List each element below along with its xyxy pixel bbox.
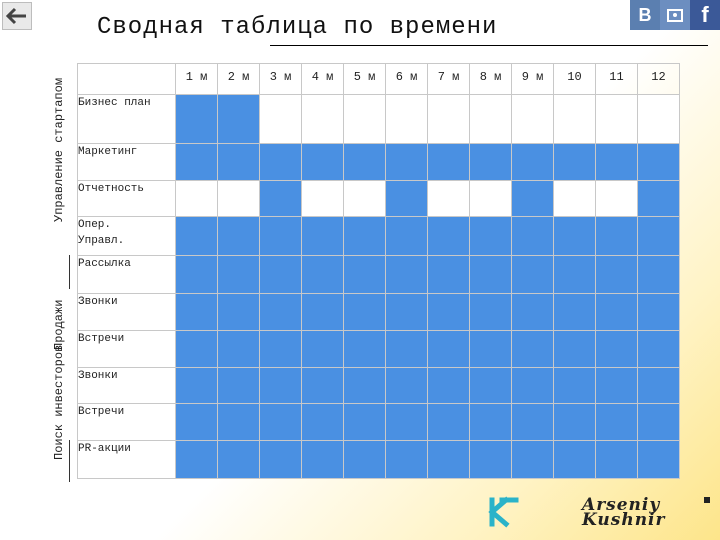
filled-cell	[554, 217, 596, 256]
filled-cell	[260, 294, 302, 331]
filled-cell	[596, 441, 638, 479]
column-header: 2 м	[218, 64, 260, 95]
page-title: Сводная таблица по времени	[97, 14, 498, 41]
filled-cell	[302, 331, 344, 368]
section-divider	[69, 440, 70, 482]
empty-cell	[470, 181, 512, 217]
filled-cell	[470, 217, 512, 256]
filled-cell	[218, 294, 260, 331]
row-label: Бизнес план	[78, 95, 176, 144]
row-label: Встречи	[78, 331, 176, 368]
empty-cell	[344, 181, 386, 217]
table-row	[78, 331, 680, 368]
filled-cell	[218, 404, 260, 441]
filled-cell	[554, 331, 596, 368]
row-label: Маркетинг	[78, 144, 176, 181]
back-button[interactable]	[2, 2, 32, 30]
odnoklassniki-icon[interactable]	[660, 0, 690, 30]
filled-cell	[428, 368, 470, 404]
filled-cell	[344, 294, 386, 331]
filled-cell	[428, 217, 470, 256]
empty-cell	[428, 181, 470, 217]
filled-cell	[428, 144, 470, 181]
filled-cell	[386, 256, 428, 294]
row-label: Встречи	[78, 404, 176, 441]
table-row	[78, 144, 680, 181]
filled-cell	[512, 368, 554, 404]
filled-cell	[260, 404, 302, 441]
table-row	[78, 181, 680, 217]
filled-cell	[638, 368, 680, 404]
filled-cell	[176, 256, 218, 294]
empty-cell	[596, 181, 638, 217]
header-row	[78, 64, 680, 95]
logo-line-2: Kushnir	[582, 510, 666, 530]
row-label: Звонки	[78, 294, 176, 331]
empty-cell	[302, 181, 344, 217]
filled-cell	[386, 217, 428, 256]
schedule-table	[77, 63, 680, 479]
table-row	[78, 95, 680, 144]
filled-cell	[596, 331, 638, 368]
filled-cell	[638, 331, 680, 368]
filled-cell	[638, 441, 680, 479]
filled-cell	[344, 368, 386, 404]
table-row	[78, 368, 680, 404]
filled-cell	[260, 181, 302, 217]
title-underline	[270, 45, 708, 46]
filled-cell	[218, 368, 260, 404]
filled-cell	[512, 294, 554, 331]
filled-cell	[386, 294, 428, 331]
logo-line-1: Arseniy	[582, 495, 661, 515]
column-header: 7 м	[428, 64, 470, 95]
filled-cell	[554, 144, 596, 181]
filled-cell	[176, 404, 218, 441]
filled-cell	[344, 144, 386, 181]
empty-cell	[386, 95, 428, 144]
filled-cell	[386, 404, 428, 441]
empty-cell	[554, 95, 596, 144]
filled-cell	[596, 294, 638, 331]
column-header: 10	[554, 64, 596, 95]
empty-cell	[218, 181, 260, 217]
filled-cell	[470, 331, 512, 368]
filled-cell	[638, 256, 680, 294]
filled-cell	[260, 256, 302, 294]
facebook-icon[interactable]: f	[690, 0, 720, 30]
filled-cell	[260, 144, 302, 181]
filled-cell	[596, 217, 638, 256]
filled-cell	[428, 256, 470, 294]
row-label: Звонки	[78, 368, 176, 404]
filled-cell	[470, 368, 512, 404]
filled-cell	[302, 256, 344, 294]
empty-cell	[428, 95, 470, 144]
filled-cell	[638, 217, 680, 256]
vk-icon[interactable]: В	[630, 0, 660, 30]
filled-cell	[512, 256, 554, 294]
table-row	[78, 404, 680, 441]
side-label-investors: Поиск инвесторов	[52, 344, 66, 460]
column-header: 11	[596, 64, 638, 95]
filled-cell	[302, 368, 344, 404]
column-header: 8 м	[470, 64, 512, 95]
corner-header	[78, 64, 176, 95]
filled-cell	[470, 404, 512, 441]
filled-cell	[176, 441, 218, 479]
filled-cell	[428, 294, 470, 331]
table-row	[78, 294, 680, 331]
brand-logo	[582, 495, 666, 530]
logo-dot	[704, 497, 710, 503]
filled-cell	[470, 144, 512, 181]
filled-cell	[302, 144, 344, 181]
filled-cell	[470, 256, 512, 294]
filled-cell	[260, 368, 302, 404]
row-label: PR-акции	[78, 441, 176, 479]
side-label-management: Управление стартапом	[52, 77, 66, 222]
filled-cell	[176, 217, 218, 256]
empty-cell	[260, 95, 302, 144]
column-header: 9 м	[512, 64, 554, 95]
filled-cell	[512, 404, 554, 441]
filled-cell	[386, 144, 428, 181]
filled-cell	[596, 404, 638, 441]
filled-cell	[554, 404, 596, 441]
column-header: 5 м	[344, 64, 386, 95]
filled-cell	[344, 441, 386, 479]
filled-cell	[554, 256, 596, 294]
filled-cell	[218, 331, 260, 368]
filled-cell	[176, 95, 218, 144]
filled-cell	[596, 256, 638, 294]
filled-cell	[176, 368, 218, 404]
filled-cell	[428, 331, 470, 368]
filled-cell	[218, 95, 260, 144]
filled-cell	[428, 404, 470, 441]
row-label: Рассылка	[78, 256, 176, 294]
filled-cell	[596, 144, 638, 181]
filled-cell	[344, 404, 386, 441]
empty-cell	[302, 95, 344, 144]
filled-cell	[218, 441, 260, 479]
filled-cell	[386, 181, 428, 217]
column-header: 1 м	[176, 64, 218, 95]
filled-cell	[470, 441, 512, 479]
filled-cell	[260, 217, 302, 256]
filled-cell	[512, 181, 554, 217]
filled-cell	[512, 331, 554, 368]
row-label: Опер. Управл.	[78, 217, 176, 256]
filled-cell	[386, 441, 428, 479]
filled-cell	[638, 404, 680, 441]
table-row	[78, 217, 680, 256]
column-header: 4 м	[302, 64, 344, 95]
table-row	[78, 256, 680, 294]
column-header: 12	[638, 64, 680, 95]
filled-cell	[470, 294, 512, 331]
filled-cell	[260, 331, 302, 368]
back-arrow-icon	[6, 7, 28, 25]
column-header: 3 м	[260, 64, 302, 95]
empty-cell	[554, 181, 596, 217]
filled-cell	[176, 144, 218, 181]
filled-cell	[512, 441, 554, 479]
filled-cell	[638, 181, 680, 217]
filled-cell	[638, 144, 680, 181]
filled-cell	[218, 256, 260, 294]
column-header: 6 м	[386, 64, 428, 95]
filled-cell	[344, 217, 386, 256]
filled-cell	[260, 441, 302, 479]
filled-cell	[638, 294, 680, 331]
filled-cell	[302, 404, 344, 441]
empty-cell	[470, 95, 512, 144]
table-row	[78, 441, 680, 479]
empty-cell	[512, 95, 554, 144]
filled-cell	[302, 294, 344, 331]
filled-cell	[344, 256, 386, 294]
filled-cell	[176, 294, 218, 331]
filled-cell	[218, 144, 260, 181]
filled-cell	[386, 368, 428, 404]
filled-cell	[302, 217, 344, 256]
filled-cell	[554, 294, 596, 331]
k-logo-icon	[488, 496, 524, 533]
filled-cell	[554, 368, 596, 404]
filled-cell	[512, 217, 554, 256]
filled-cell	[512, 144, 554, 181]
filled-cell	[386, 331, 428, 368]
empty-cell	[638, 95, 680, 144]
filled-cell	[428, 441, 470, 479]
empty-cell	[344, 95, 386, 144]
empty-cell	[176, 181, 218, 217]
row-label: Отчетность	[78, 181, 176, 217]
filled-cell	[554, 441, 596, 479]
filled-cell	[596, 368, 638, 404]
empty-cell	[596, 95, 638, 144]
filled-cell	[344, 331, 386, 368]
filled-cell	[218, 217, 260, 256]
section-divider	[69, 255, 70, 289]
side-label-sales: Продажи	[52, 299, 66, 350]
filled-cell	[176, 331, 218, 368]
filled-cell	[302, 441, 344, 479]
